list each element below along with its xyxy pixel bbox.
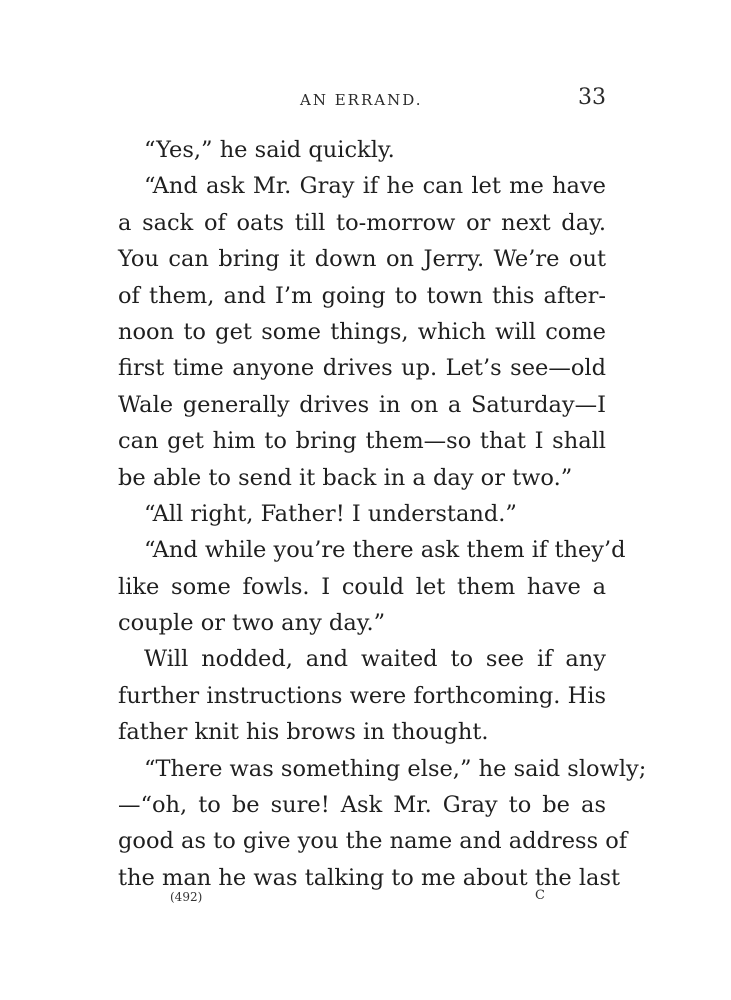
text-line: “And ask Mr. Gray if he can let me have: [144, 173, 606, 200]
text-line: noon to get some things, which will come: [118, 318, 606, 345]
running-head: AN ERRAND.: [300, 91, 423, 109]
page-number: 33: [578, 85, 606, 110]
text-line: be able to send it back in a day or two.”: [118, 464, 573, 491]
text-line: can get him to bring them—so that I shall: [118, 428, 606, 455]
signature-letter: C: [535, 888, 545, 903]
text-line: “And while you’re there ask them if they’d: [144, 537, 626, 564]
body-text: [118, 132, 647, 896]
text-line: father knit his brows in thought.: [118, 719, 489, 746]
text-line: further instructions were forthcoming. His: [118, 682, 606, 709]
text-line: “All right, Father! I understand.”: [144, 500, 517, 527]
text-line: good as to give you the name and address of: [118, 828, 628, 855]
text-line: couple or two any day.”: [118, 610, 386, 637]
text-line: a sack of oats till to-morrow or next day.: [118, 209, 606, 236]
text-line: You can bring it down on Jerry. We’re out: [118, 246, 606, 273]
text-line: Will nodded, and waited to see if any: [144, 646, 606, 673]
text-line: “Yes,” he said quickly.: [144, 137, 395, 163]
text-line: —“oh, to be sure! Ask Mr. Gray to be as: [118, 792, 606, 819]
text-line: “There was something else,” he said slowly;: [144, 755, 647, 782]
text-line: Wale generally drives in on a Saturday—I: [118, 391, 606, 418]
text-line: like some fowls. I could let them have a: [118, 573, 606, 600]
text-line: of them, and I’m going to town this after-: [118, 282, 606, 309]
text-line: first time anyone drives up. Let’s see—old: [118, 355, 606, 382]
text-line: the man he was talking to me about the last: [118, 864, 621, 891]
printer-signature: (492): [170, 890, 203, 904]
